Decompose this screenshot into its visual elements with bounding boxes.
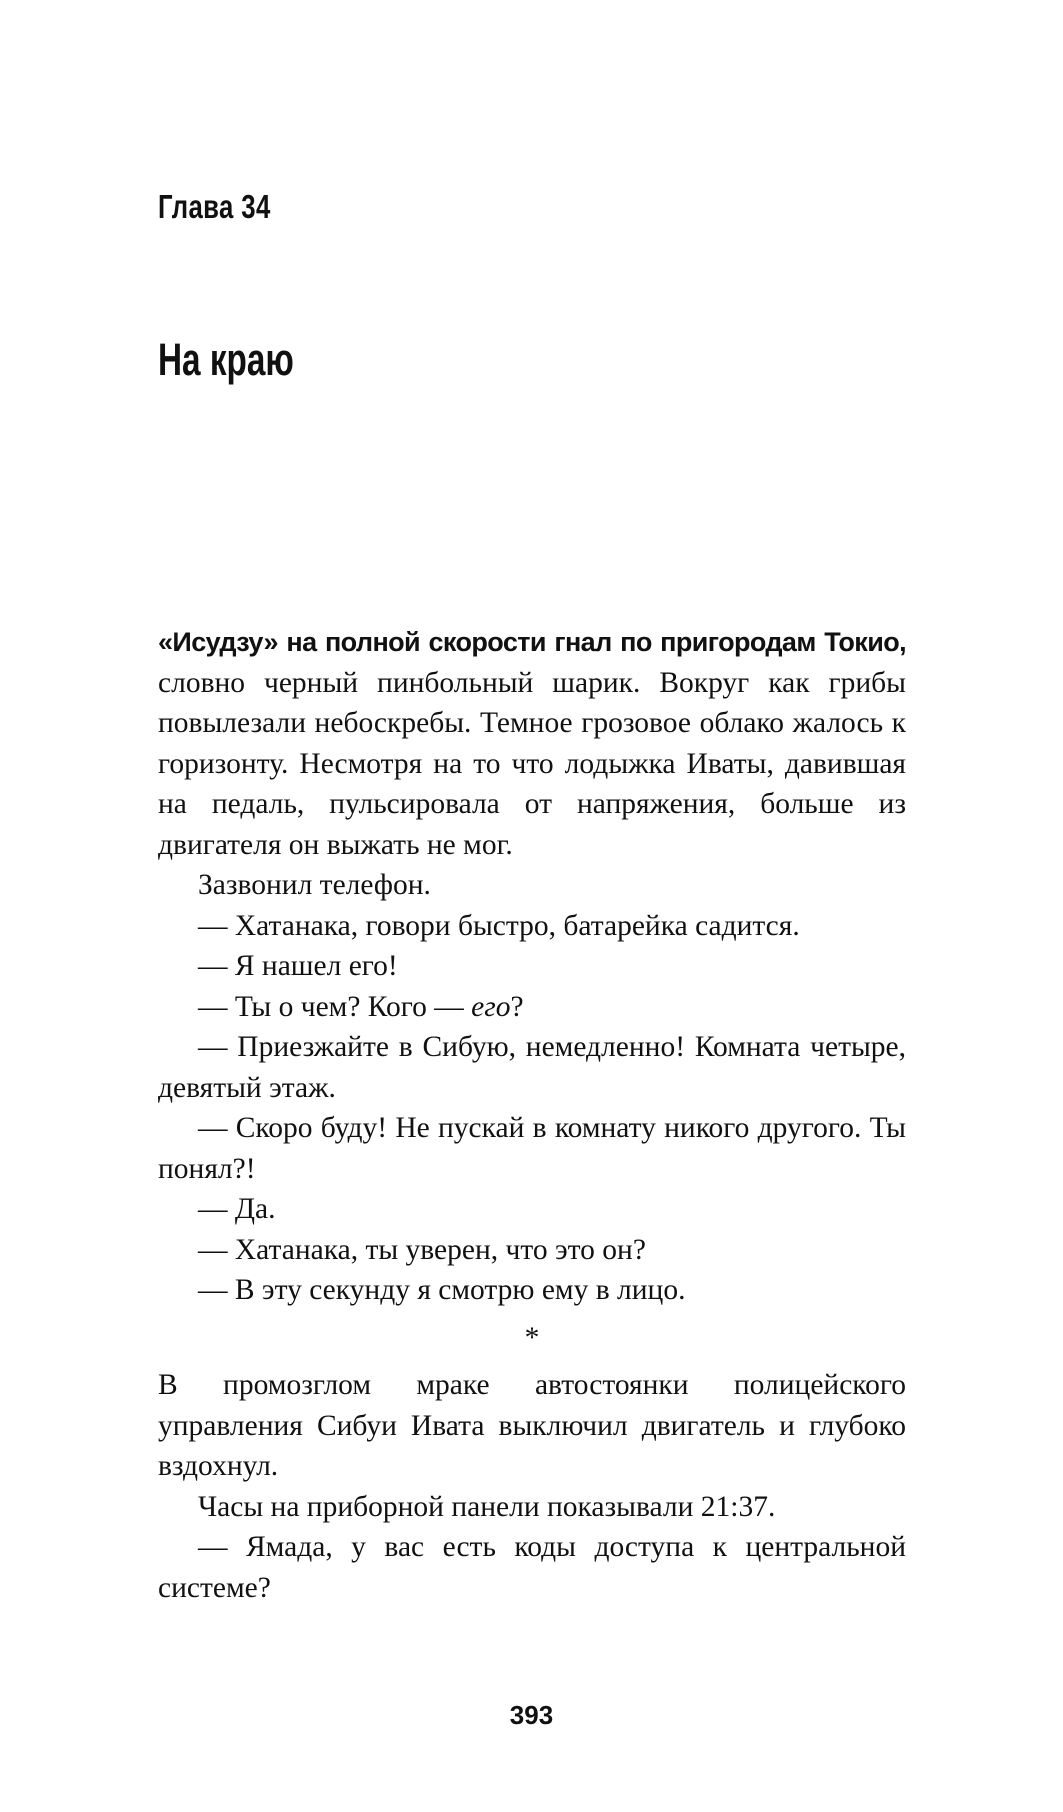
dialogue-line: — Я нашел его! (198, 950, 398, 982)
dialogue-line: — Скоро буду! Не пускай в комнату никого другого. Ты понял?! (158, 1112, 906, 1185)
section-separator: * (524, 1321, 540, 1354)
dialogue-text: — Ты о чем? Кого — (198, 990, 472, 1023)
dialogue-text: ? (510, 990, 524, 1023)
chapter-title: На краю (158, 334, 294, 385)
body-text (158, 622, 906, 1608)
paragraph (158, 622, 906, 865)
dialogue-line: — Хатанака, ты уверен, что это он? (198, 1233, 646, 1266)
lead-in-phrase: «Исудзу» на полной скорости гнал по пригородам Токио, (158, 627, 906, 657)
dialogue-line: — Хатанака, говори быстро, батарейка садится. (198, 909, 800, 942)
paragraph-text: словно черный пинбольный шарик. Вокруг как грибы повылезали небоскребы. Темное грозовое облако жалось к горизонту. Несмотря на то что лодыжка Иваты, давившая на педаль, пульсировала от напряжения, больше из двигателя он выжать не мог. (158, 666, 906, 861)
dialogue-line: — В эту секунду я смотрю ему в лицо. (198, 1274, 686, 1306)
dialogue-line: — Ямада, у вас есть коды доступа к центральной системе? (158, 1531, 906, 1604)
paragraph: Зазвонил телефон. (198, 869, 431, 901)
paragraph: Часы на приборной панели показывали 21:37. (198, 1490, 776, 1523)
page-number: 393 (509, 1700, 554, 1730)
paragraph: В промозглом мраке автостоянки полицейского управления Сибуи Ивата выключил двигатель и глубоко вздохнул. (158, 1369, 906, 1482)
dialogue-line (158, 987, 906, 1028)
emphasis: его (471, 990, 511, 1023)
dialogue-line: — Да. (198, 1193, 276, 1225)
dialogue-line: — Приезжайте в Сибую, немедленно! Комната четыре, девятый этаж. (158, 1031, 906, 1104)
chapter-number: Глава 34 (158, 188, 271, 225)
